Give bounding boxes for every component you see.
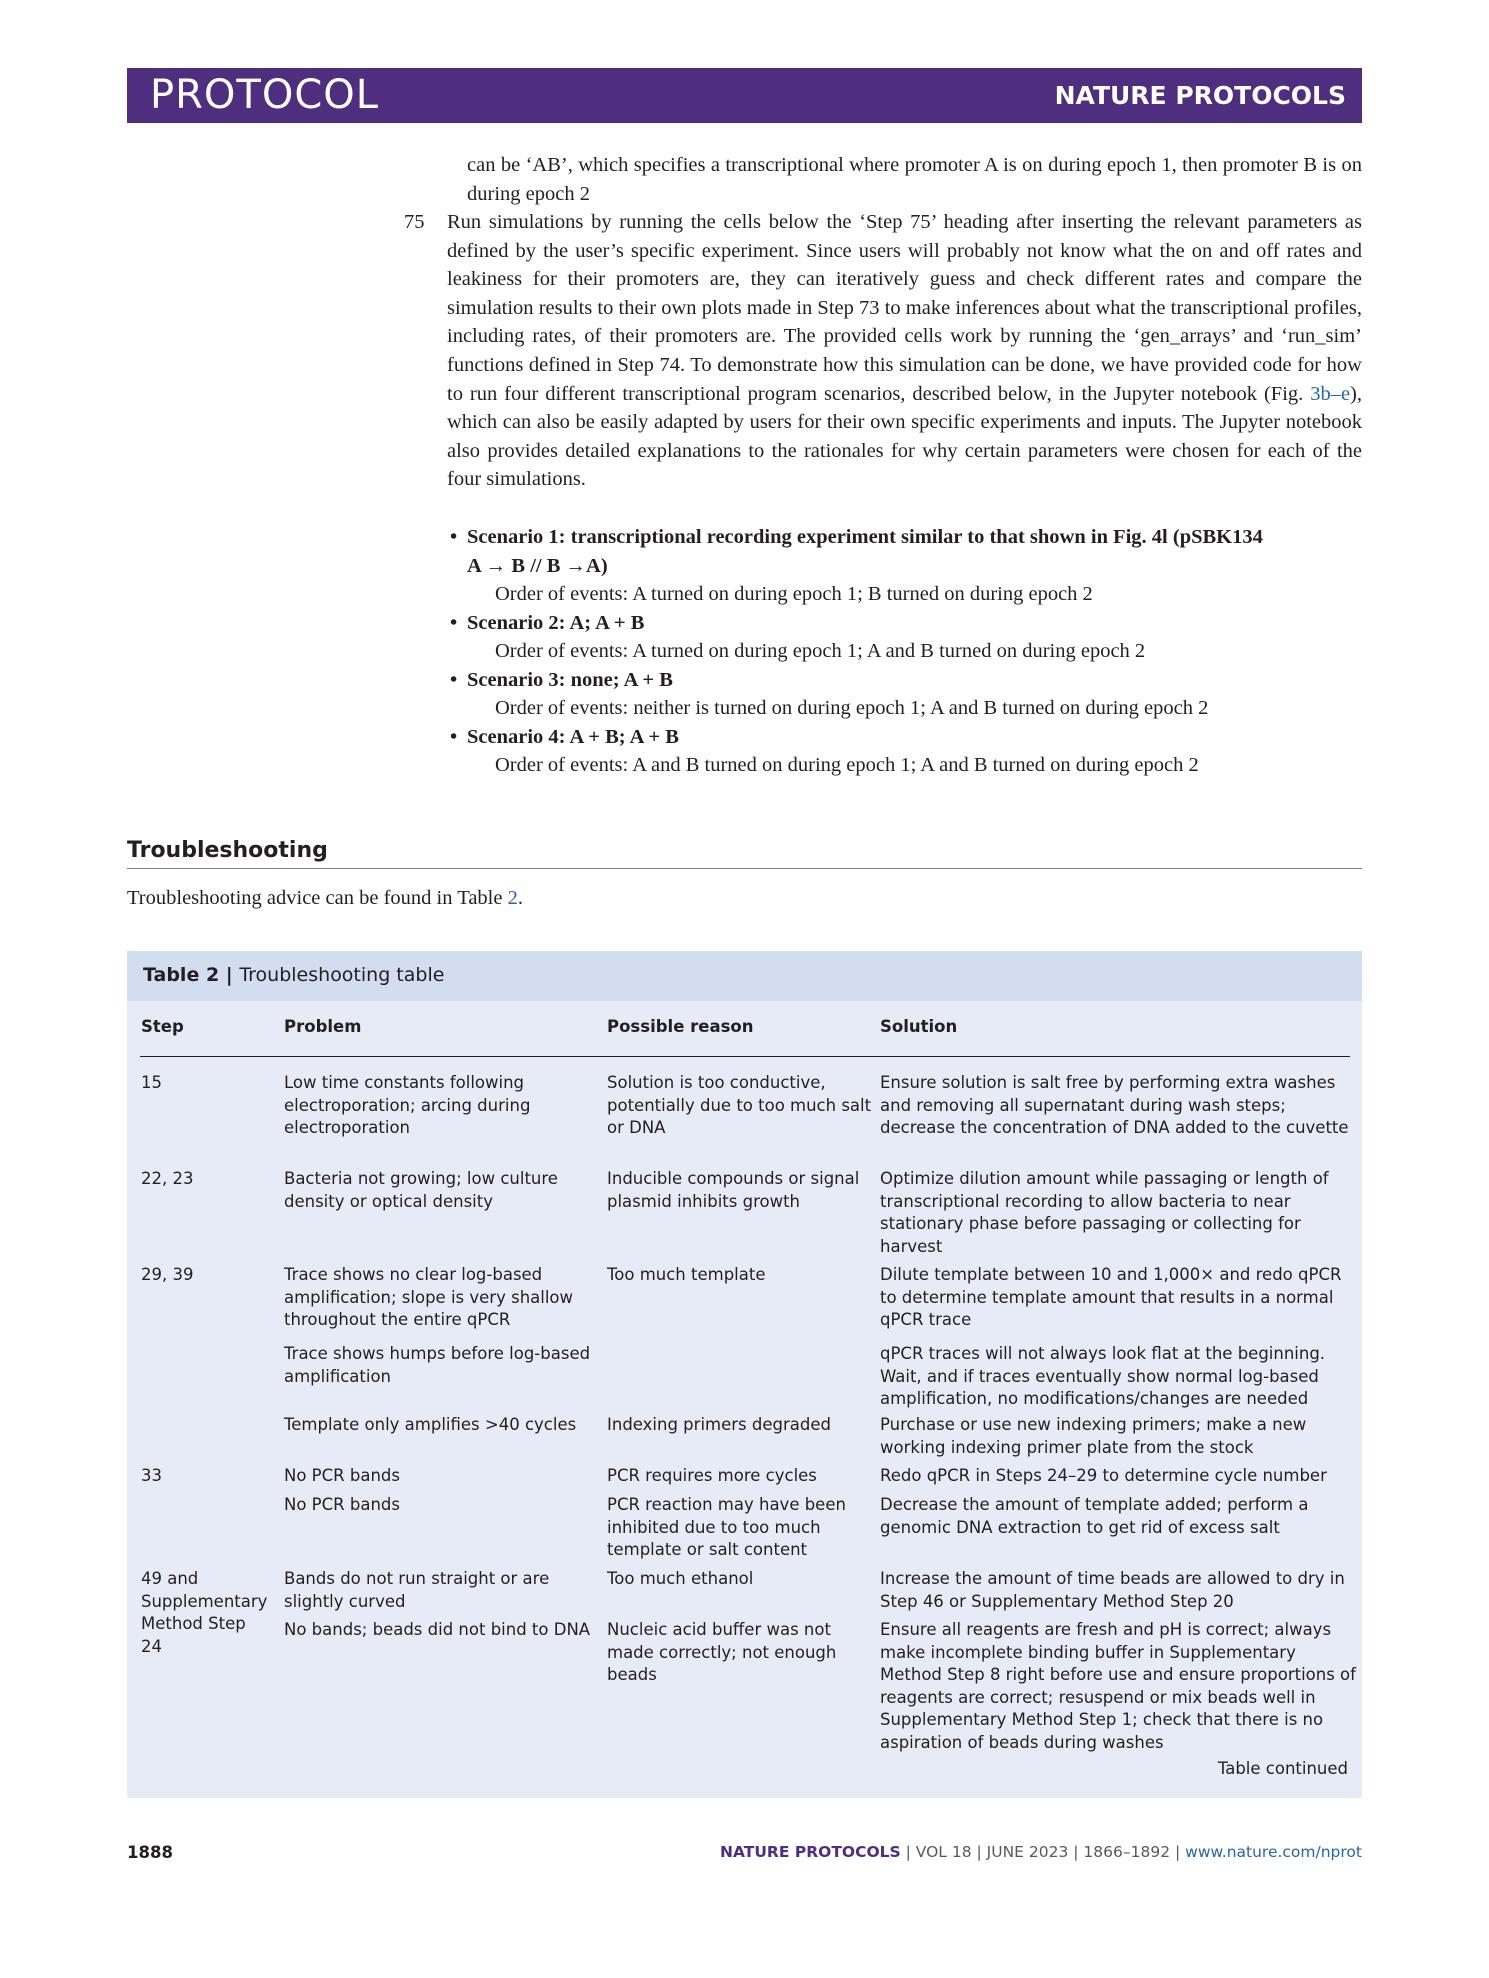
table-cell-solution: Redo qPCR in Steps 24–29 to determine cycle number — [880, 1466, 1327, 1485]
journal-name: NATURE PROTOCOLS — [1054, 81, 1346, 110]
table-cell-reason: Nucleic acid buffer was not made correctly; not enough beads — [607, 1620, 837, 1684]
scenario-1-title-text: Scenario 1: transcriptional recording experiment similar to that shown in Fig. 4l (pSBK134 — [467, 526, 1263, 548]
footer-url-link[interactable]: www.nature.com/nprot — [1185, 1843, 1362, 1861]
step-text-a: Run simulations by running the cells below the ‘Step 75’ heading after inserting the relevant parameters as defined by the user’s specific experiment. Since users will probably not know what the on and off rates and leakiness for their promoters are, they can iteratively guess and check different rates and compare the simulation results to their own plots made in Step 73 to make inferences about what the transcriptional profiles, including rates, of their promoters are. The provided cells work by running the ‘gen_arrays’ and ‘run_sim’ functions defined in Step 74. To demonstrate how this simulation can be done, we have provided code for how to run four different transcriptional program scenarios, described below, in the Jupyter notebook (Fig. — [447, 211, 1362, 405]
table-continued-note: Table continued — [1217, 1759, 1348, 1778]
table-cell-reason: Indexing primers degraded — [607, 1415, 831, 1434]
table-cell-reason: Too much template — [607, 1265, 766, 1284]
table-title-text: Troubleshooting table — [239, 964, 445, 986]
table-cell-reason: Inducible compounds or signal plasmid inhibits growth — [607, 1169, 860, 1211]
scenario-4-title — [450, 723, 679, 752]
scenario-4-title-text: Scenario 4: A + B; A + B — [467, 726, 679, 748]
table-cell-problem: Bacteria not growing; low culture density or optical density — [284, 1169, 558, 1211]
scenario-2-title-text: Scenario 2: A; A + B — [467, 612, 645, 634]
table-cell-reason: Solution is too conductive, potentially due to too much salt or DNA — [607, 1073, 872, 1137]
table-cell-step: 33 — [141, 1466, 162, 1485]
footer-volume: VOL 18 — [915, 1843, 972, 1861]
table-cell-solution: Optimize dilution amount while passaging or length of transcriptional recording to allow bacteria to near stationary phase before passaging or collecting for harvest — [880, 1169, 1329, 1256]
scenario-3-title — [450, 666, 673, 695]
table-title — [143, 964, 444, 986]
table-cell-reason: PCR requires more cycles — [607, 1466, 817, 1485]
table-cell-step: 49 and Supplementary Method Step 24 — [141, 1569, 268, 1656]
table-cell-problem: No bands; beads did not bind to DNA — [284, 1620, 591, 1639]
footer-sep: | — [900, 1843, 916, 1861]
footer-citation — [720, 1843, 1362, 1861]
table-cell-solution: Decrease the amount of template added; perform a genomic DNA extraction to get rid of excess salt — [880, 1495, 1309, 1537]
bullet-icon: • — [450, 612, 458, 634]
footer-sep: | — [1068, 1843, 1084, 1861]
table-cell-problem: Low time constants following electroporation; arcing during electroporation — [284, 1073, 531, 1137]
continuation-paragraph: can be ‘AB’, which specifies a transcriptional where promoter A is on during epoch 1, then promoter B is on during epoch 2 — [467, 154, 1362, 205]
footer-sep: | — [971, 1843, 987, 1861]
step-text-b: ), which can also be easily adapted by users for their own specific experiments and inputs. The Jupyter notebook also provides detailed explanations to the rationales for why certain parameters were chosen for each of the four simulations. — [447, 382, 1362, 491]
troubleshooting-paragraph — [127, 884, 523, 913]
section-rule — [127, 868, 1362, 869]
table-cell-step: 22, 23 — [141, 1169, 194, 1188]
table-cell-problem: Template only amplifies >40 cycles — [284, 1415, 577, 1434]
col-header-problem: Problem — [284, 1017, 362, 1036]
table-cell-step: 15 — [141, 1073, 162, 1092]
page-number: 1888 — [127, 1843, 173, 1862]
scenario-2-title — [450, 609, 644, 638]
scenario-1-title-line2: A → B // B →A) — [467, 555, 608, 577]
footer-journal: NATURE PROTOCOLS — [720, 1843, 901, 1861]
troubleshooting-table — [127, 951, 1362, 1798]
table-cell-solution: Dilute template between 10 and 1,000× and redo qPCR to determine template amount that results in a normal qPCR trace — [880, 1265, 1342, 1329]
table-cell-solution: Ensure all reagents are fresh and pH is correct; always make incomplete binding buffer in Supplementary Method Step 8 right before use and ensure proportions of reagents are correct; resuspend or mix beads well in Supplementary Method Step 1; check that there is no aspiration of beads during washes — [880, 1620, 1356, 1752]
table-label: Table 2 — [143, 964, 220, 986]
bullet-icon: • — [450, 526, 458, 548]
table-cell-step: 29, 39 — [141, 1265, 194, 1284]
table-cell-problem: Bands do not run straight or are slightly curved — [284, 1569, 550, 1611]
scenario-3-title-text: Scenario 3: none; A + B — [467, 669, 673, 691]
scenario-1-order: Order of events: A turned on during epoch 1; B turned on during epoch 2 — [495, 583, 1093, 605]
bullet-icon: • — [450, 726, 458, 748]
header-band — [127, 68, 1362, 123]
table-sep: | — [219, 964, 240, 986]
table-cell-solution: Ensure solution is salt free by performing extra washes and removing all supernatant during wash steps; decrease the concentration of DNA added to the cuvette — [880, 1073, 1349, 1137]
ts-text: Troubleshooting advice can be found in Table — [127, 887, 508, 909]
table-cell-solution: qPCR traces will not always look flat at the beginning. Wait, and if traces eventually show normal log-based amplification, no modifications/changes are needed — [880, 1344, 1326, 1408]
section-heading: Troubleshooting — [127, 838, 328, 863]
section-label: PROTOCOL — [150, 72, 380, 118]
table-cell-reason: Too much ethanol — [607, 1569, 754, 1588]
table-cell-problem: Trace shows no clear log-based amplification; slope is very shallow throughout the entire qPCR — [284, 1265, 574, 1329]
step-number: 75 — [404, 211, 425, 233]
col-header-solution: Solution — [880, 1017, 958, 1036]
table-cell-problem: No PCR bands — [284, 1495, 400, 1514]
footer-date: JUNE 2023 — [986, 1843, 1069, 1861]
footer-sep: | — [1170, 1843, 1186, 1861]
ts-text-end: . — [517, 887, 523, 909]
scenario-2-order: Order of events: A turned on during epoch 1; A and B turned on during epoch 2 — [495, 640, 1146, 662]
scenario-1-title — [450, 523, 1263, 552]
col-header-step: Step — [141, 1017, 184, 1036]
table-cell-problem: No PCR bands — [284, 1466, 400, 1485]
header-rule — [140, 1056, 1350, 1057]
table-cell-solution: Increase the amount of time beads are allowed to dry in Step 46 or Supplementary Method Step 20 — [880, 1569, 1345, 1611]
table-title-bar — [127, 951, 1362, 1001]
scenario-3-order: Order of events: neither is turned on during epoch 1; A and B turned on during epoch 2 — [495, 697, 1209, 719]
scenario-4-order: Order of events: A and B turned on during epoch 1; A and B turned on during epoch 2 — [495, 754, 1199, 776]
bullet-icon: • — [450, 669, 458, 691]
col-header-reason: Possible reason — [607, 1017, 754, 1036]
table-cell-problem: Trace shows humps before log-based amplification — [284, 1344, 591, 1386]
table-link[interactable]: 2 — [507, 887, 518, 909]
step-75-text — [447, 208, 1362, 494]
table-cell-solution: Purchase or use new indexing primers; make a new working indexing primer plate from the stock — [880, 1415, 1307, 1457]
table-cell-reason: PCR reaction may have been inhibited due to too much template or salt content — [607, 1495, 846, 1559]
figure-link[interactable]: 3b–e — [1310, 382, 1351, 405]
footer-pages: 1866–1892 — [1083, 1843, 1171, 1861]
